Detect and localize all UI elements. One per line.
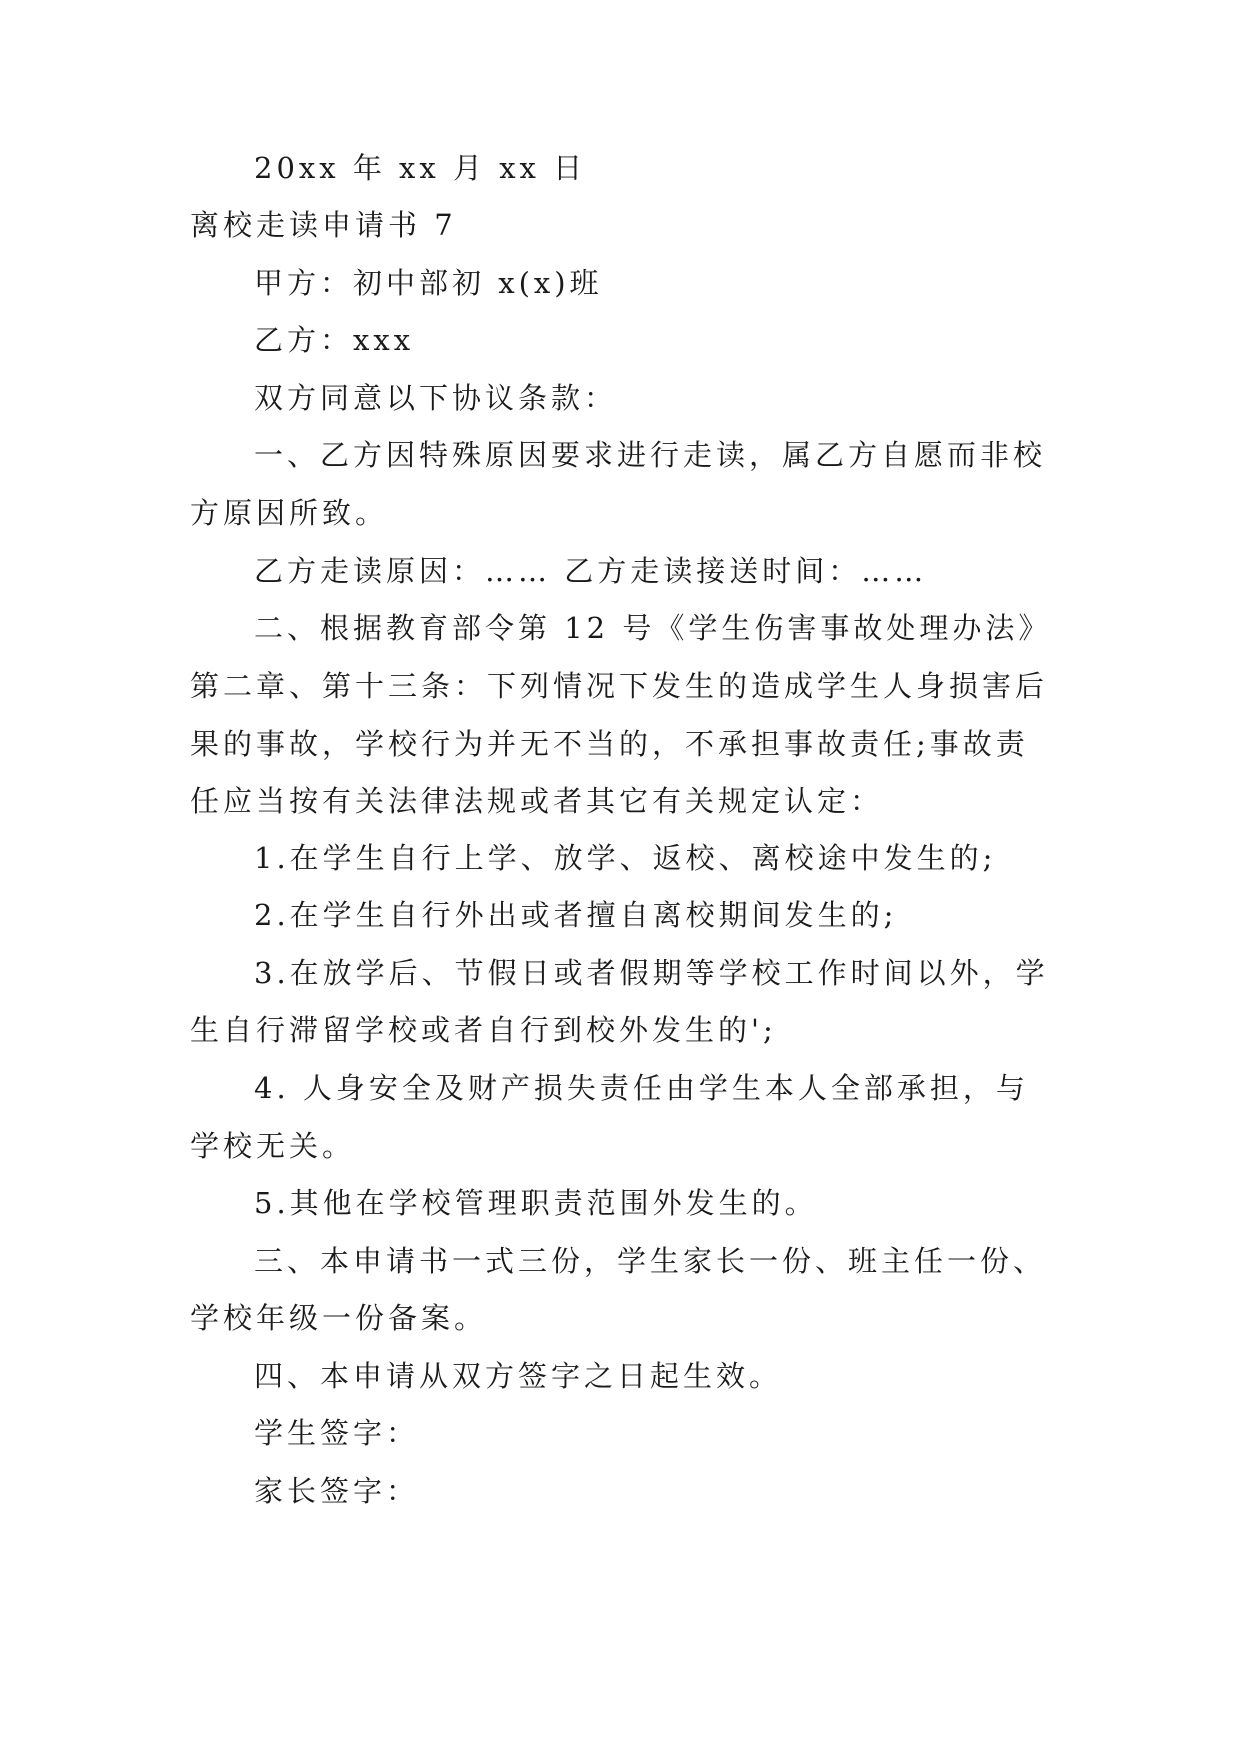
item-2: 2.在学生自行外出或者擅自离校期间发生的; bbox=[254, 898, 898, 932]
date-line: 20xx 年 xx 月 xx 日 bbox=[254, 151, 587, 185]
clause-2-line-3: 果的事故，学校行为并无不当的，不承担事故责任;事故责 bbox=[190, 727, 1029, 761]
student-signature-label: 学生签字： bbox=[254, 1416, 420, 1450]
agreement-intro: 双方同意以下协议条款： bbox=[254, 381, 618, 415]
item-1: 1.在学生自行上学、放学、返校、离校途中发生的; bbox=[254, 841, 997, 875]
party-a-line: 甲方：初中部初 x(x)班 bbox=[254, 266, 603, 300]
clause-4: 四、本申请从双方签字之日起生效。 bbox=[254, 1359, 783, 1393]
party-b-line: 乙方：xxx bbox=[254, 323, 415, 357]
item-4-line-2: 学校无关。 bbox=[190, 1129, 356, 1163]
clause-2-line-4: 任应当按有关法律法规或者其它有关规定认定： bbox=[190, 784, 884, 818]
item-4-line-1: 4. 人身安全及财产损失责任由学生本人全部承担，与 bbox=[254, 1071, 1029, 1105]
item-5: 5.其他在学校管理职责范围外发生的。 bbox=[254, 1186, 818, 1220]
parent-signature-label: 家长签字： bbox=[254, 1474, 420, 1508]
item-3-line-1: 3.在放学后、节假日或者假期等学校工作时间以外，学 bbox=[254, 956, 1049, 990]
item-3-line-2: 生自行滞留学校或者自行到校外发生的'; bbox=[190, 1013, 777, 1047]
clause-2-line-1: 二、根据教育部令第 12 号《学生伤害事故处理办法》 bbox=[254, 611, 1052, 645]
clause-1-line-2: 方原因所致。 bbox=[190, 496, 389, 530]
reason-line: 乙方走读原因：…… 乙方走读接送时间：…… bbox=[254, 554, 928, 588]
document-title: 离校走读申请书 7 bbox=[190, 208, 457, 242]
clause-2-line-2: 第二章、第十三条：下列情况下发生的造成学生人身损害后 bbox=[190, 669, 1049, 703]
clause-3-line-1: 三、本申请书一式三份，学生家长一份、班主任一份、 bbox=[254, 1244, 1047, 1278]
clause-3-line-2: 学校年级一份备案。 bbox=[190, 1301, 488, 1335]
clause-1-line-1: 一、乙方因特殊原因要求进行走读，属乙方自愿而非校 bbox=[254, 438, 1047, 472]
